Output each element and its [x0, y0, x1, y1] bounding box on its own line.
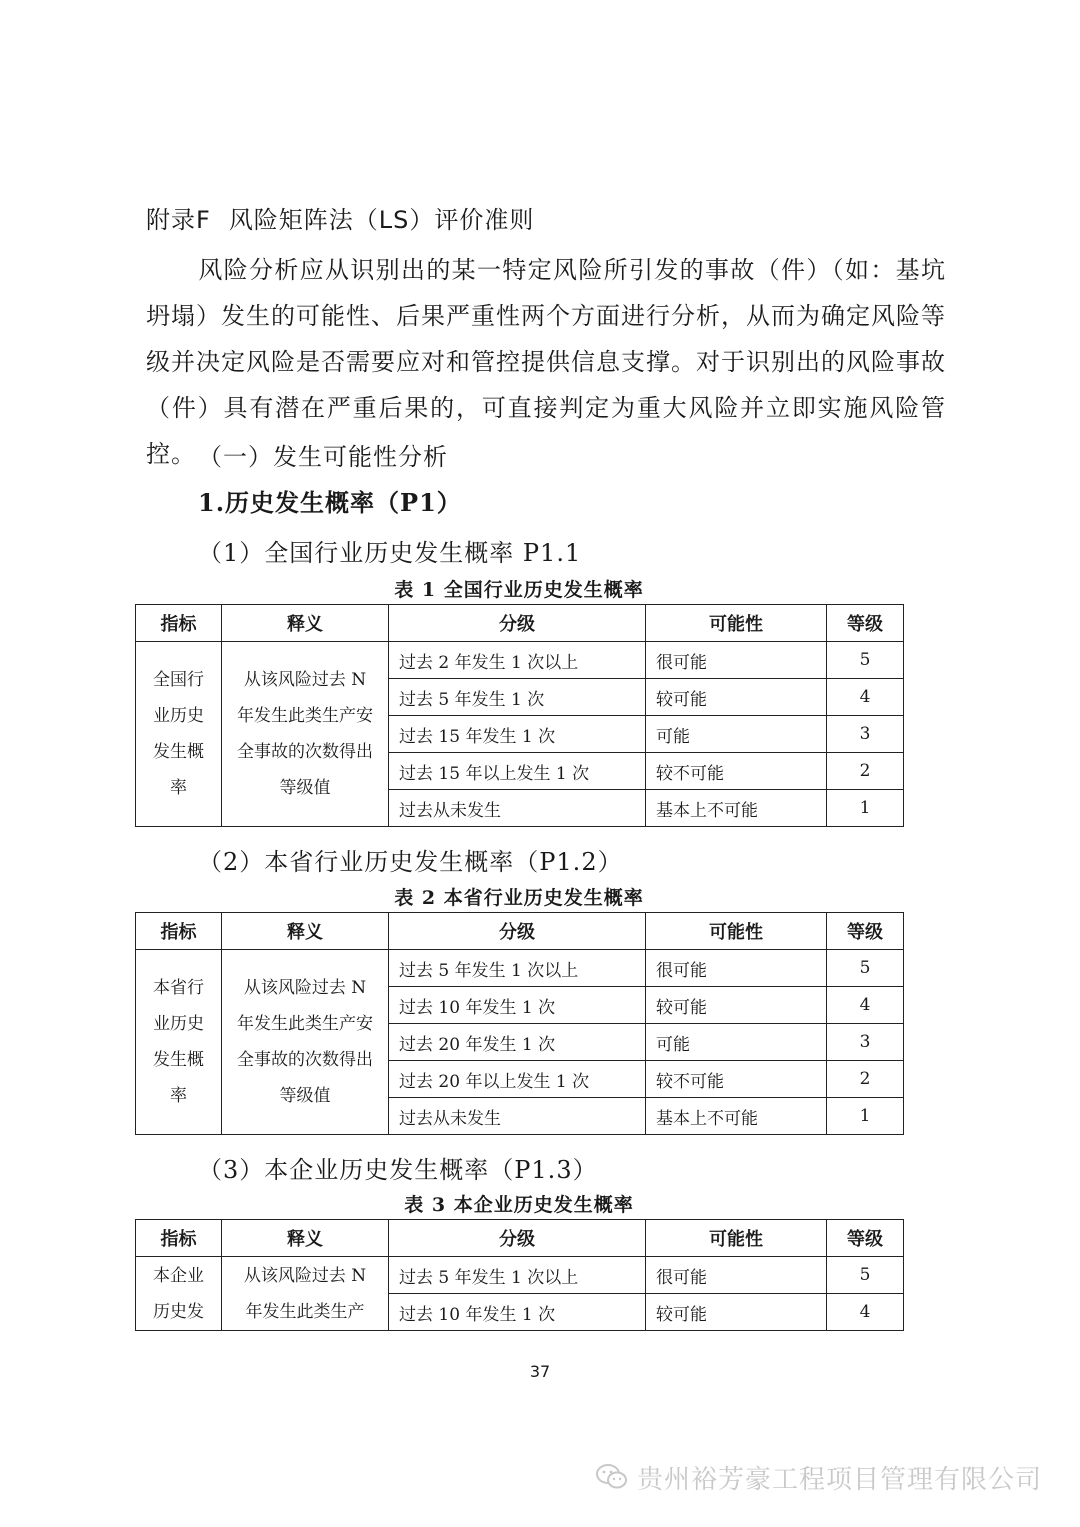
- grade-cell: 过去 20 年发生 1 次: [389, 1024, 646, 1061]
- grade-cell: 过去 10 年发生 1 次: [389, 987, 646, 1024]
- possibility-cell: 较不可能: [646, 753, 827, 790]
- table-3: [135, 1219, 904, 1331]
- grade-cell: 过去 2 年发生 1 次以上: [389, 642, 646, 679]
- header-grade: 分级: [389, 1220, 646, 1257]
- grade-cell: 过去从未发生: [389, 1098, 646, 1135]
- table-1-caption: 表 1 全国行业历史发生概率: [394, 579, 644, 601]
- level-cell: 4: [827, 1294, 904, 1331]
- possibility-cell: 较可能: [646, 987, 827, 1024]
- appendix-heading: [146, 200, 534, 235]
- header-grade: 分级: [389, 913, 646, 950]
- watermark-text: 贵州裕芳豪工程项目管理有限公司: [636, 1464, 1042, 1495]
- level-cell: 4: [827, 987, 904, 1024]
- grade-cell: 过去 15 年以上发生 1 次: [389, 753, 646, 790]
- meaning-cell: 从该风险过去 N 年发生此类生产: [222, 1257, 389, 1331]
- possibility-cell: 很可能: [646, 1257, 827, 1294]
- appendix-title: 风险矩阵法（LS）评价准则: [228, 206, 535, 234]
- subsection-heading: 1.历史发生概率（P1）: [198, 488, 462, 517]
- table-2: [135, 912, 904, 1135]
- grade-cell: 过去 15 年发生 1 次: [389, 716, 646, 753]
- table-row: [136, 1257, 904, 1294]
- level-cell: 5: [827, 950, 904, 987]
- header-meaning: 释义: [222, 913, 389, 950]
- header-level: 等级: [827, 605, 904, 642]
- header-grade: 分级: [389, 605, 646, 642]
- possibility-cell: 较不可能: [646, 1061, 827, 1098]
- grade-cell: 过去从未发生: [389, 790, 646, 827]
- possibility-cell: 可能: [646, 716, 827, 753]
- level-cell: 5: [827, 642, 904, 679]
- level-cell: 2: [827, 1061, 904, 1098]
- header-possibility: 可能性: [646, 1220, 827, 1257]
- level-cell: 1: [827, 1098, 904, 1135]
- appendix-prefix: 附录F: [146, 206, 211, 234]
- possibility-cell: 很可能: [646, 642, 827, 679]
- header-level: 等级: [827, 1220, 904, 1257]
- table-header-row: [136, 1220, 904, 1257]
- section-heading: （一）发生可能性分析: [198, 443, 448, 471]
- table-row: [136, 950, 904, 987]
- level-cell: 1: [827, 790, 904, 827]
- grade-cell: 过去 5 年发生 1 次以上: [389, 1257, 646, 1294]
- indicator-cell: 全国行业历史发生概率: [136, 642, 222, 827]
- level-cell: 4: [827, 679, 904, 716]
- meaning-cell: 从该风险过去 N 年发生此类生产安全事故的次数得出等级值: [222, 642, 389, 827]
- grade-cell: 过去 5 年发生 1 次: [389, 679, 646, 716]
- intro-text: 风险分析应从识别出的某一特定风险所引发的事故（件）（如：基坑坍塌）发生的可能性、后果严重性两个方面进行分析，从而为确定风险等级并决定风险是否需要应对和管控提供信息支撑。对于识别出的风险事故（件）具有潜在严重后果的，可直接判定为重大风险并立即实施风险管控。: [146, 256, 946, 468]
- table-header-row: [136, 605, 904, 642]
- header-indicator: 指标: [136, 913, 222, 950]
- possibility-cell: 较可能: [646, 679, 827, 716]
- possibility-cell: 基本上不可能: [646, 790, 827, 827]
- header-possibility: 可能性: [646, 913, 827, 950]
- grade-cell: 过去 5 年发生 1 次以上: [389, 950, 646, 987]
- table-1: [135, 604, 904, 827]
- grade-cell: 过去 10 年发生 1 次: [389, 1294, 646, 1331]
- possibility-cell: 可能: [646, 1024, 827, 1061]
- header-meaning: 释义: [222, 1220, 389, 1257]
- possibility-cell: 基本上不可能: [646, 1098, 827, 1135]
- watermark: [595, 1457, 1042, 1497]
- level-cell: 2: [827, 753, 904, 790]
- indicator-cell: 本省行业历史发生概率: [136, 950, 222, 1135]
- possibility-cell: 很可能: [646, 950, 827, 987]
- grade-cell: 过去 20 年以上发生 1 次: [389, 1061, 646, 1098]
- header-indicator: 指标: [136, 1220, 222, 1257]
- possibility-cell: 较可能: [646, 1294, 827, 1331]
- header-level: 等级: [827, 913, 904, 950]
- level-cell: 5: [827, 1257, 904, 1294]
- level-cell: 3: [827, 1024, 904, 1061]
- table-3-subheading: （3）本企业历史发生概率（P1.3）: [198, 1156, 598, 1184]
- level-cell: 3: [827, 716, 904, 753]
- table-header-row: [136, 913, 904, 950]
- page-number: 37: [529, 1362, 551, 1381]
- header-indicator: 指标: [136, 605, 222, 642]
- indicator-cell: 本企业历史发: [136, 1257, 222, 1331]
- header-meaning: 释义: [222, 605, 389, 642]
- table-3-caption: 表 3 本企业历史发生概率: [404, 1194, 634, 1216]
- header-possibility: 可能性: [646, 605, 827, 642]
- meaning-cell: 从该风险过去 N 年发生此类生产安全事故的次数得出等级值: [222, 950, 389, 1135]
- table-1-subheading: （1）全国行业历史发生概率 P1.1: [198, 539, 582, 567]
- table-2-caption: 表 2 本省行业历史发生概率: [394, 887, 644, 909]
- table-row: [136, 642, 904, 679]
- wechat-icon: [595, 1463, 629, 1491]
- table-2-subheading: （2）本省行业历史发生概率（P1.2）: [198, 848, 623, 876]
